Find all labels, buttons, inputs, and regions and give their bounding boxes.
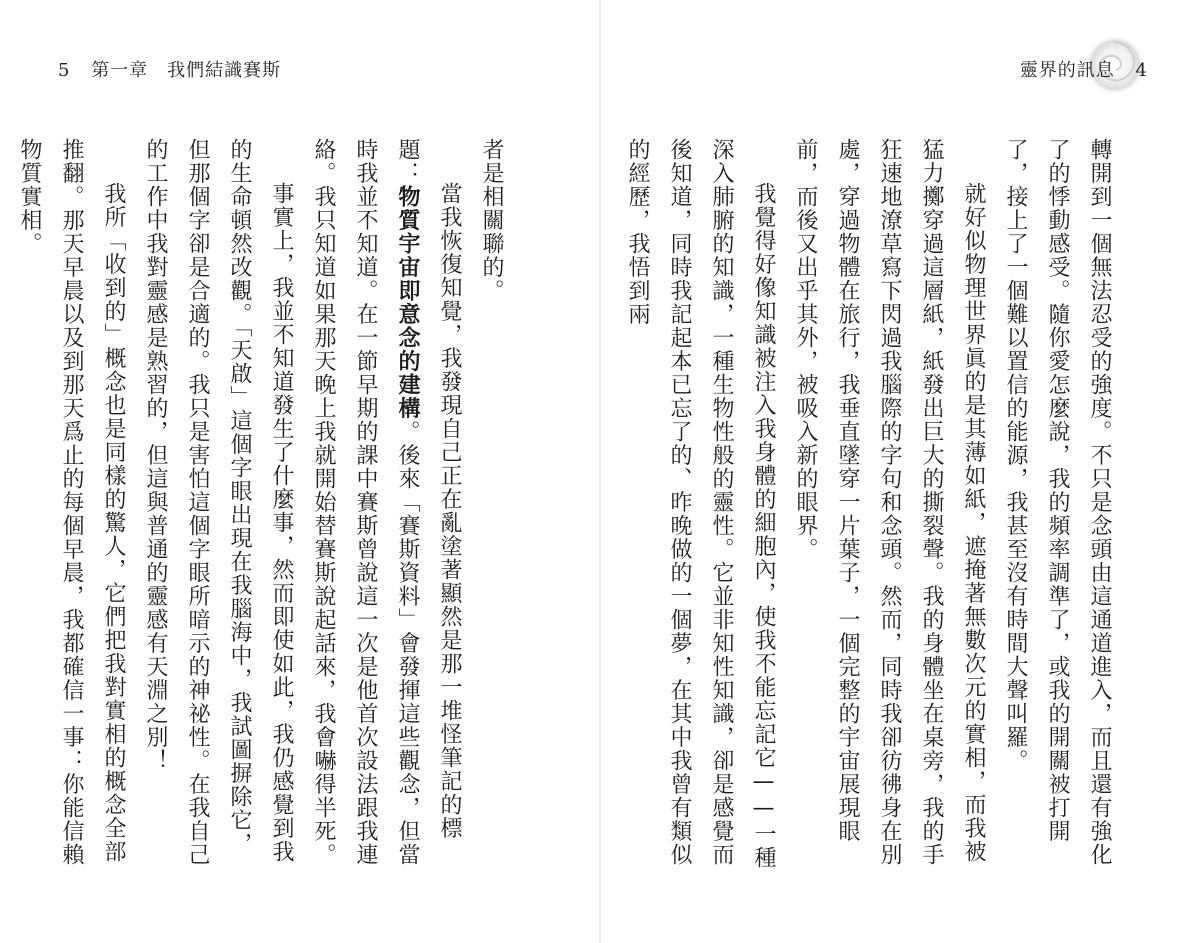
paragraph: 者是相關聯的。 — [479, 138, 504, 303]
left-page-number: 5 — [58, 60, 71, 81]
right-page-body — [625, 138, 1120, 878]
page-gutter — [599, 0, 601, 943]
book-title: 靈界的訊息 — [1019, 60, 1115, 81]
bold-phrase: 物質宇宙即意念的建構 — [395, 185, 420, 420]
left-page-body — [17, 138, 512, 878]
right-page-number: 4 — [1135, 60, 1148, 81]
paragraph: 轉開到一個無法忍受的強度。不只是念頭由這通道進入，而且還有強化了的悸動感受。隨你愛怎麼說，我的頻率調準了，或我的開關被打開了，接上了一個難以置信的能源，我甚至沒有時間大聲叫羅。 — [1003, 138, 1112, 867]
paragraph: 我覺得好像知識被注入我身體的細胞內，使我不能忘記它——一種深入肺腑的知識，一種生物性般的靈性。它並非知性知識，卻是感覺而後知道，同時我記起本已忘了的、昨晚做的一個夢，在其中我曾有類似的經歷，我悟到兩 — [625, 138, 776, 870]
paragraph: 就好似物理世界眞的是其薄如紙，遮掩著無數次元的實相，而我被猛力擲穿過這層紙，紙發出巨大的撕裂聲。我的身體坐在桌旁，我的手狂速地潦草寫下閃過我腦際的字句和念頭。然而，同時我卻彷彿身在別處，穿過物體在旅行，我垂直墜穿一片葉子，一個完整的宇宙展現眼前，而後又出乎其外，被吸入新的眼界。 — [793, 138, 986, 867]
right-running-head — [1020, 56, 1148, 82]
paragraph-text: 。後來「賽斯資料」會發揮這些觀念，但當時我並不知道。在一節早期的課中賽斯曾說這一次是他首次設法跟我連絡。我只知道如果那天晚上我就開始替賽斯說起話來，我會嚇得半死。 — [311, 138, 420, 867]
left-running-head — [58, 56, 281, 82]
chapter-title: 第一章 我們結識賽斯 — [91, 60, 282, 81]
paragraph: 我所「收到的」概念也是同樣的驚人，它們把我對實相的概念全部推翻。那天早晨以及到那天爲止的每個早晨，我都確信一事：你能信賴物質實相。 — [17, 138, 126, 867]
paragraph-text: 當我恢復知覺，我發現自己正在亂塗著顯然是那一堆怪筆記的標題： — [395, 138, 462, 840]
paragraph: 事實上，我並不知道發生了什麼事，然而即使如此，我仍感覺到我的生命頓然改觀。「天啟」這個字眼出現在我腦海中，我試圖摒除它，但那個字卻是合適的。我只是害怕這個字眼所暗示的神祕性。在我自己的工作中我對靈感是熟習的，但這與普通的靈感有天淵之別！ — [143, 138, 294, 867]
paragraph — [302, 138, 470, 878]
